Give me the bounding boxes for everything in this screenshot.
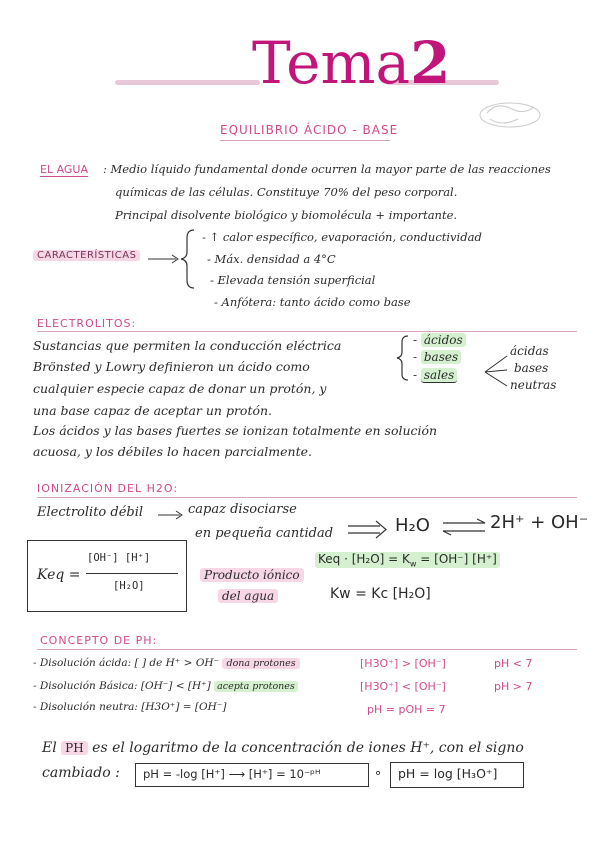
fraction-bar <box>86 573 178 574</box>
ph-row-basica-concentration: [H3O⁺] < [OH⁻] <box>360 680 446 693</box>
electrolitos-line: Brönsted y Lowry definieron un ácido como <box>33 359 310 374</box>
ionizacion-line-2: en pequeña cantidad <box>195 526 334 541</box>
sales-bases: bases <box>514 361 549 375</box>
title-tema: Tema <box>252 29 411 97</box>
double-arrow-icon <box>348 521 388 539</box>
caracteristica-item: - ↑ calor específico, evaporación, conductividad <box>202 230 482 244</box>
title-number: 2 <box>410 29 451 97</box>
title-rule-left <box>115 80 260 85</box>
ph-rule <box>37 649 577 650</box>
ph-header: CONCEPTO DE PH: <box>40 634 158 647</box>
brace-icon <box>180 228 196 290</box>
arrow-right-icon <box>148 254 180 264</box>
arrow-right-icon <box>158 510 184 520</box>
ph-row-neutra-value: pH = pOH = 7 <box>367 703 446 716</box>
caracteristica-item: - Anfótera: tanto ácido como base <box>214 295 411 309</box>
decorative-scribble-icon <box>475 95 545 135</box>
keq-numerator: [OH⁻] [H⁺] <box>87 552 151 564</box>
electrolitos-line: Sustancias que permiten la conducción eléctrica <box>33 338 342 353</box>
ph-formula-2: pH = log [H₃O⁺] <box>398 766 498 781</box>
electrolitos-line: cualquier especie capaz de donar un protón, y <box>33 381 327 396</box>
kw-equation: Kw = Kc [H₂O] <box>330 586 431 602</box>
ph-definition-line-2: cambiado : <box>42 765 120 781</box>
electrolitos-line: acuosa, y los débiles lo hacen parcialmente. <box>33 444 312 459</box>
subtitle-underline <box>220 140 390 141</box>
page-title <box>252 28 450 98</box>
agua-line-2: químicas de las células. Constituye 70% del peso corporal. <box>115 185 458 199</box>
ionizacion-rule <box>37 497 577 498</box>
brace-icon <box>396 334 410 384</box>
agua-line-1: : Medio líquido fundamental donde ocurren la mayor parte de las reacciones <box>103 162 551 176</box>
ph-row-basica: - Disolución Básica: [OH⁻] < [H⁺] acepta protones <box>33 680 298 692</box>
ph-row-acida-concentration: [H3O⁺] > [OH⁻] <box>360 657 446 670</box>
caracteristica-item: - Elevada tensión superficial <box>210 273 376 287</box>
electrolitos-line: Los ácidos y las bases fuertes se ionizan totalmente en solución <box>33 423 438 438</box>
ionizacion-header: IONIZACIÓN DEL H2O: <box>37 482 179 495</box>
electrolitos-line: una base capaz de aceptar un protón. <box>33 403 273 418</box>
ph-row-acida: - Disolución ácida: [ ] de H⁺ > OH⁻ dona protones <box>33 657 300 669</box>
ph-definition-line-1: El PH es el logaritmo de la concentración de iones H⁺, con el signo <box>42 740 524 756</box>
keq-equation: Keq · $[H_2O] = K_w = [OH^-]$ [H⁺] <box>315 552 500 568</box>
sales-arrows-icon <box>483 350 511 390</box>
keq-label: Keq = <box>37 567 81 583</box>
equilibrium-arrow-icon <box>443 518 487 536</box>
tipo-sales: - sales <box>413 368 457 382</box>
sales-neutras: neutras <box>510 378 557 392</box>
ph-row-neutra: - Disolución neutra: [H3O⁺] = [OH⁻] <box>33 701 227 713</box>
products: 2H⁺ + OH⁻ <box>490 512 589 533</box>
tipo-acidos: - ácidos <box>413 333 466 347</box>
ionizacion-line-1b: capaz disociarse <box>188 502 297 517</box>
keq-denominator: [H₂O] <box>113 580 145 592</box>
subtitle: EQUILIBRIO ÁCIDO - BASE <box>220 123 399 137</box>
agua-line-3: Principal disolvente biológico y biomolécula + importante. <box>115 208 458 222</box>
tipo-bases: - bases <box>413 350 461 364</box>
ionizacion-line-1a: Electrolito débil <box>37 505 144 520</box>
ph-row-acida-value: pH < 7 <box>494 657 533 670</box>
electrolitos-header: ELECTROLITOS: <box>37 317 137 330</box>
sales-acidas: ácidas <box>510 344 549 358</box>
electrolitos-rule <box>37 331 577 332</box>
h2o: H₂O <box>395 515 430 536</box>
producto-ionico-label-2: del agua <box>218 589 278 603</box>
producto-ionico-label: Producto iónico <box>200 568 304 582</box>
caracteristicas-label: CARACTERÍSTICAS <box>33 250 140 261</box>
caracteristica-item: - Máx. densidad a 4°C <box>207 252 336 266</box>
ph-row-basica-value: pH > 7 <box>494 680 533 693</box>
ph-formula-1: pH = -log [H⁺] ⟶ [H⁺] = 10⁻ᵖᴴ <box>143 767 321 781</box>
agua-label: EL AGUA <box>40 163 89 176</box>
circle-separator: ∘ <box>374 766 383 781</box>
